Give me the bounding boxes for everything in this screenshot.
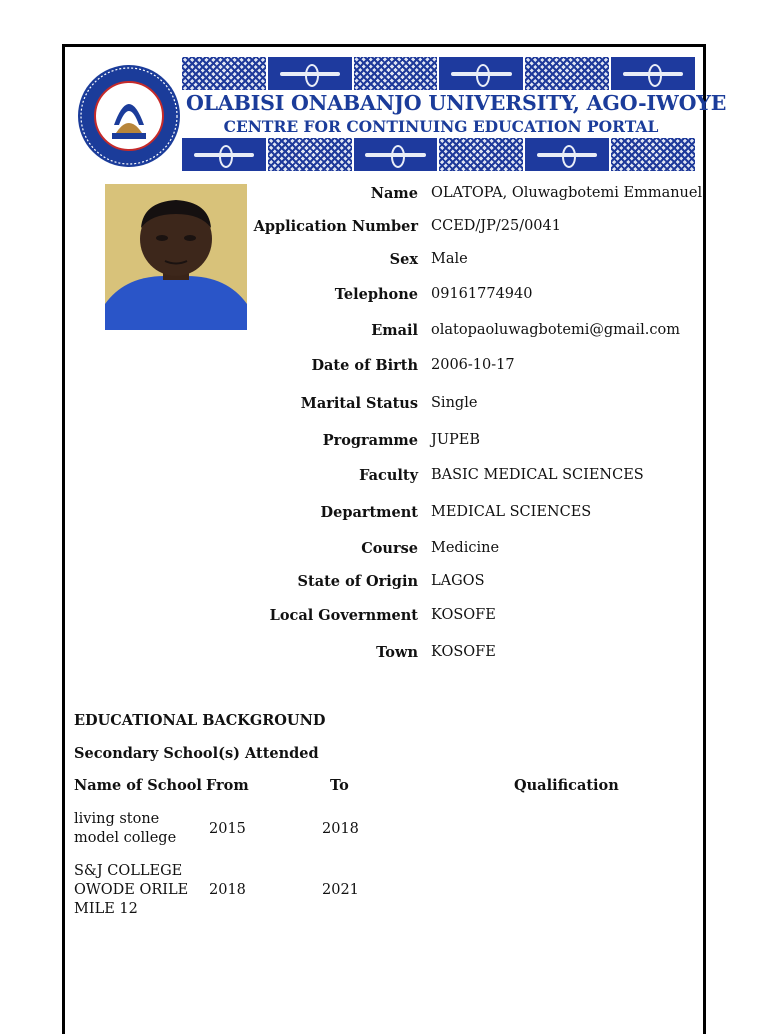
state-of-origin-value: LAGOS bbox=[431, 573, 485, 589]
name-label: Name bbox=[370, 185, 418, 202]
detail-row bbox=[240, 357, 710, 377]
name-value: OLATOPA, Oluwagbotemi Emmanuel bbox=[431, 185, 703, 201]
state-of-origin-label: State of Origin bbox=[297, 573, 418, 590]
application-number-label: Application Number bbox=[253, 218, 418, 235]
header-banner bbox=[72, 55, 727, 172]
secondary-school-subheading: Secondary School(s) Attended bbox=[74, 745, 319, 762]
passport-photo bbox=[105, 184, 247, 330]
application-number-value: CCED/JP/25/0041 bbox=[431, 218, 561, 234]
detail-row bbox=[240, 286, 710, 306]
school-name-cell: S&J COLLEGE OWODE ORILE MILE 12 bbox=[74, 863, 189, 917]
email-label: Email bbox=[371, 322, 418, 339]
email-value: olatopaoluwagbotemi@gmail.com bbox=[431, 322, 681, 338]
to-year-cell: 2018 bbox=[322, 821, 359, 837]
education-heading: EDUCATIONAL BACKGROUND bbox=[74, 712, 326, 729]
date-of-birth-value: 2006-10-17 bbox=[431, 357, 515, 373]
detail-row bbox=[240, 218, 710, 238]
detail-row bbox=[240, 395, 710, 415]
decorative-pattern-top bbox=[182, 57, 695, 90]
from-year-cell: 2015 bbox=[209, 821, 246, 837]
date-of-birth-label: Date of Birth bbox=[311, 357, 418, 374]
marital-status-value: Single bbox=[431, 395, 478, 411]
detail-row bbox=[240, 607, 710, 627]
detail-row bbox=[240, 467, 710, 487]
detail-row bbox=[240, 644, 710, 664]
detail-row bbox=[240, 251, 710, 271]
course-value: Medicine bbox=[431, 540, 500, 556]
column-header-school: Name of School bbox=[74, 777, 202, 794]
detail-row bbox=[240, 322, 710, 342]
portal-name: CENTRE FOR CONTINUING EDUCATION PORTAL bbox=[223, 117, 659, 136]
local-government-label: Local Government bbox=[269, 607, 418, 624]
detail-row bbox=[240, 432, 710, 452]
decorative-pattern-bottom bbox=[182, 138, 695, 171]
town-label: Town bbox=[376, 644, 418, 661]
detail-row bbox=[240, 185, 710, 205]
detail-row bbox=[240, 540, 710, 560]
faculty-label: Faculty bbox=[359, 467, 418, 484]
department-value: MEDICAL SCIENCES bbox=[431, 504, 592, 520]
school-name-cell: living stone model college bbox=[74, 811, 177, 846]
column-header-to: To bbox=[330, 777, 349, 794]
marital-status-label: Marital Status bbox=[300, 395, 418, 412]
column-header-qualification: Qualification bbox=[514, 777, 619, 794]
telephone-value: 09161774940 bbox=[431, 286, 533, 302]
local-government-value: KOSOFE bbox=[431, 607, 496, 623]
from-year-cell: 2018 bbox=[209, 882, 246, 898]
sex-value: Male bbox=[431, 251, 468, 267]
detail-row bbox=[240, 573, 710, 593]
programme-label: Programme bbox=[322, 432, 418, 449]
to-year-cell: 2021 bbox=[322, 882, 359, 898]
column-header-from: From bbox=[206, 777, 249, 794]
course-label: Course bbox=[361, 540, 418, 557]
department-label: Department bbox=[320, 504, 418, 521]
detail-row bbox=[240, 504, 710, 524]
university-name: OLABISI ONABANJO UNIVERSITY, AGO-IWOYE bbox=[186, 91, 727, 115]
telephone-label: Telephone bbox=[334, 286, 418, 303]
university-logo bbox=[76, 63, 182, 169]
sex-label: Sex bbox=[389, 251, 418, 268]
programme-value: JUPEB bbox=[431, 432, 481, 448]
town-value: KOSOFE bbox=[431, 644, 496, 660]
faculty-value: BASIC MEDICAL SCIENCES bbox=[431, 467, 644, 483]
